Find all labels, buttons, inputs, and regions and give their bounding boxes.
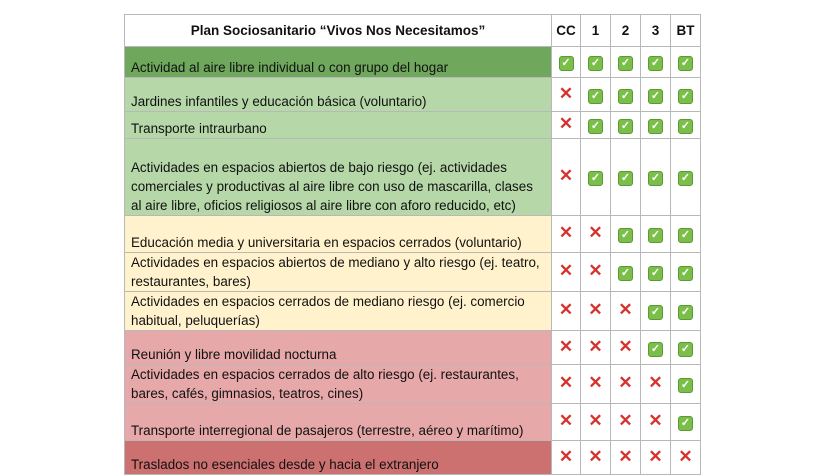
check-icon: ✓ (648, 228, 663, 243)
check-icon: ✓ (678, 89, 693, 104)
cross-icon: ✕ (558, 373, 574, 392)
status-cell (641, 216, 671, 253)
check-icon: ✓ (618, 266, 633, 281)
status-cell (581, 216, 611, 253)
status-cell (581, 365, 611, 404)
status-cell (671, 216, 701, 253)
header-row (125, 15, 701, 47)
activity-cell: Jardines infantiles y educación básica (voluntario) (125, 78, 552, 112)
cross-icon: ✕ (558, 223, 574, 242)
check-icon: ✓ (648, 171, 663, 186)
status-cell (611, 404, 641, 441)
cross-icon: ✕ (588, 373, 603, 392)
check-icon: ✓ (618, 89, 633, 104)
status-cell (641, 441, 671, 475)
cross-icon: ✕ (618, 411, 633, 430)
check-icon: ✓ (618, 228, 633, 243)
status-cell (671, 404, 701, 441)
column-header-bt: BT (671, 15, 701, 47)
column-header-cc: CC (552, 15, 581, 47)
check-icon: ✓ (588, 89, 603, 104)
cross-icon: ✕ (558, 261, 574, 280)
status-cell (611, 216, 641, 253)
check-icon: ✓ (678, 305, 693, 320)
status-cell (552, 404, 581, 441)
table-row (125, 78, 701, 112)
status-cell (671, 253, 701, 292)
column-header-2: 2 (611, 15, 641, 47)
check-icon: ✓ (678, 342, 693, 357)
check-icon: ✓ (559, 56, 574, 71)
table-row (125, 292, 701, 331)
activity-cell: Transporte intraurbano (125, 112, 552, 139)
status-cell (671, 331, 701, 365)
cross-icon: ✕ (588, 446, 603, 466)
cross-icon: ✕ (588, 223, 603, 242)
status-cell (552, 253, 581, 292)
check-icon: ✓ (648, 305, 663, 320)
table-row (125, 253, 701, 292)
table-row (125, 47, 701, 78)
cross-icon: ✕ (588, 336, 603, 356)
activity-cell: Reunión y libre movilidad nocturna (125, 331, 552, 365)
status-cell (611, 441, 641, 475)
cross-icon: ✕ (678, 446, 693, 466)
check-icon: ✓ (678, 378, 693, 393)
activity-cell: Actividades en espacios cerrados de mediano riesgo (ej. comercio habitual, peluquerías) (125, 292, 552, 331)
status-cell (552, 365, 581, 404)
status-cell (641, 292, 671, 331)
status-cell (611, 331, 641, 365)
check-icon: ✓ (678, 228, 693, 243)
activity-cell: Transporte interregional de pasajeros (terrestre, aéreo y marítimo) (125, 404, 552, 441)
status-cell (641, 331, 671, 365)
status-cell (611, 78, 641, 112)
cross-icon: ✕ (558, 336, 574, 356)
cross-icon: ✕ (558, 114, 574, 133)
cross-icon: ✕ (648, 446, 663, 466)
check-icon: ✓ (588, 56, 603, 71)
activity-cell: Actividades en espacios abiertos de mediano y alto riesgo (ej. teatro, restaurantes, bares) (125, 253, 552, 292)
check-icon: ✓ (648, 89, 663, 104)
cross-icon: ✕ (558, 300, 574, 319)
status-cell (581, 331, 611, 365)
cross-icon: ✕ (558, 166, 574, 185)
status-cell (611, 292, 641, 331)
status-cell (552, 216, 581, 253)
status-cell (641, 112, 671, 139)
status-cell (581, 78, 611, 112)
status-cell (641, 365, 671, 404)
status-cell (671, 112, 701, 139)
cross-icon: ✕ (588, 411, 603, 430)
cross-icon: ✕ (618, 373, 633, 392)
cross-icon: ✕ (648, 373, 663, 392)
cross-icon: ✕ (588, 300, 603, 319)
activity-cell: Actividades en espacios cerrados de alto riesgo (ej. restaurantes, bares, cafés, gimnasios, teatros, cines) (125, 365, 552, 404)
cross-icon: ✕ (618, 336, 633, 356)
status-cell (552, 78, 581, 112)
status-cell (671, 292, 701, 331)
status-cell (641, 78, 671, 112)
check-icon: ✓ (648, 56, 663, 71)
activity-cell: Traslados no esenciales desde y hacia el extranjero (125, 441, 552, 475)
status-cell (552, 292, 581, 331)
check-icon: ✓ (678, 56, 693, 71)
status-cell (581, 292, 611, 331)
status-cell (581, 253, 611, 292)
status-cell (611, 365, 641, 404)
status-cell (641, 47, 671, 78)
status-cell (671, 78, 701, 112)
column-header-3: 3 (641, 15, 671, 47)
table-body (125, 47, 701, 475)
check-icon: ✓ (588, 119, 603, 134)
activity-cell: Educación media y universitaria en espacios cerrados (voluntario) (125, 216, 552, 253)
table-row (125, 441, 701, 475)
status-cell (671, 47, 701, 78)
column-header-1: 1 (581, 15, 611, 47)
cross-icon: ✕ (558, 411, 574, 430)
status-cell (581, 139, 611, 216)
activity-cell: Actividad al aire libre individual o con grupo del hogar (125, 47, 552, 78)
cross-icon: ✕ (618, 446, 633, 466)
check-icon: ✓ (678, 171, 693, 186)
check-icon: ✓ (678, 416, 693, 431)
status-cell (611, 112, 641, 139)
cross-icon: ✕ (558, 446, 574, 466)
status-cell (552, 139, 581, 216)
check-icon: ✓ (618, 119, 633, 134)
check-icon: ✓ (648, 266, 663, 281)
check-icon: ✓ (648, 119, 663, 134)
check-icon: ✓ (678, 119, 693, 134)
table-row (125, 404, 701, 441)
activity-cell: Actividades en espacios abiertos de bajo riesgo (ej. actividades comerciales y productivas al aire libre con uso de mascarilla, clases al aire libre, oficios religiosos al aire libre con aforo reducido, etc) (125, 139, 552, 216)
table-row (125, 365, 701, 404)
status-cell (641, 139, 671, 216)
table-row (125, 112, 701, 139)
table-title: Plan Sociosanitario “Vivos Nos Necesitamos” (125, 15, 552, 47)
status-cell (552, 47, 581, 78)
table-row (125, 216, 701, 253)
status-cell (611, 253, 641, 292)
status-cell (552, 441, 581, 475)
status-cell (611, 47, 641, 78)
check-icon: ✓ (588, 171, 603, 186)
check-icon: ✓ (678, 266, 693, 281)
status-cell (671, 441, 701, 475)
status-cell (671, 139, 701, 216)
status-cell (671, 365, 701, 404)
status-cell (581, 441, 611, 475)
check-icon: ✓ (618, 56, 633, 71)
table-row (125, 139, 701, 216)
check-icon: ✓ (618, 171, 633, 186)
cross-icon: ✕ (618, 300, 633, 319)
status-cell (581, 47, 611, 78)
status-cell (581, 112, 611, 139)
status-cell (552, 112, 581, 139)
plan-table (124, 14, 701, 475)
cross-icon: ✕ (588, 261, 603, 280)
cross-icon: ✕ (648, 411, 663, 430)
status-cell (641, 253, 671, 292)
status-cell (581, 404, 611, 441)
check-icon: ✓ (648, 342, 663, 357)
status-cell (552, 331, 581, 365)
status-cell (641, 404, 671, 441)
cross-icon: ✕ (558, 83, 574, 103)
status-cell (611, 139, 641, 216)
table-row (125, 331, 701, 365)
